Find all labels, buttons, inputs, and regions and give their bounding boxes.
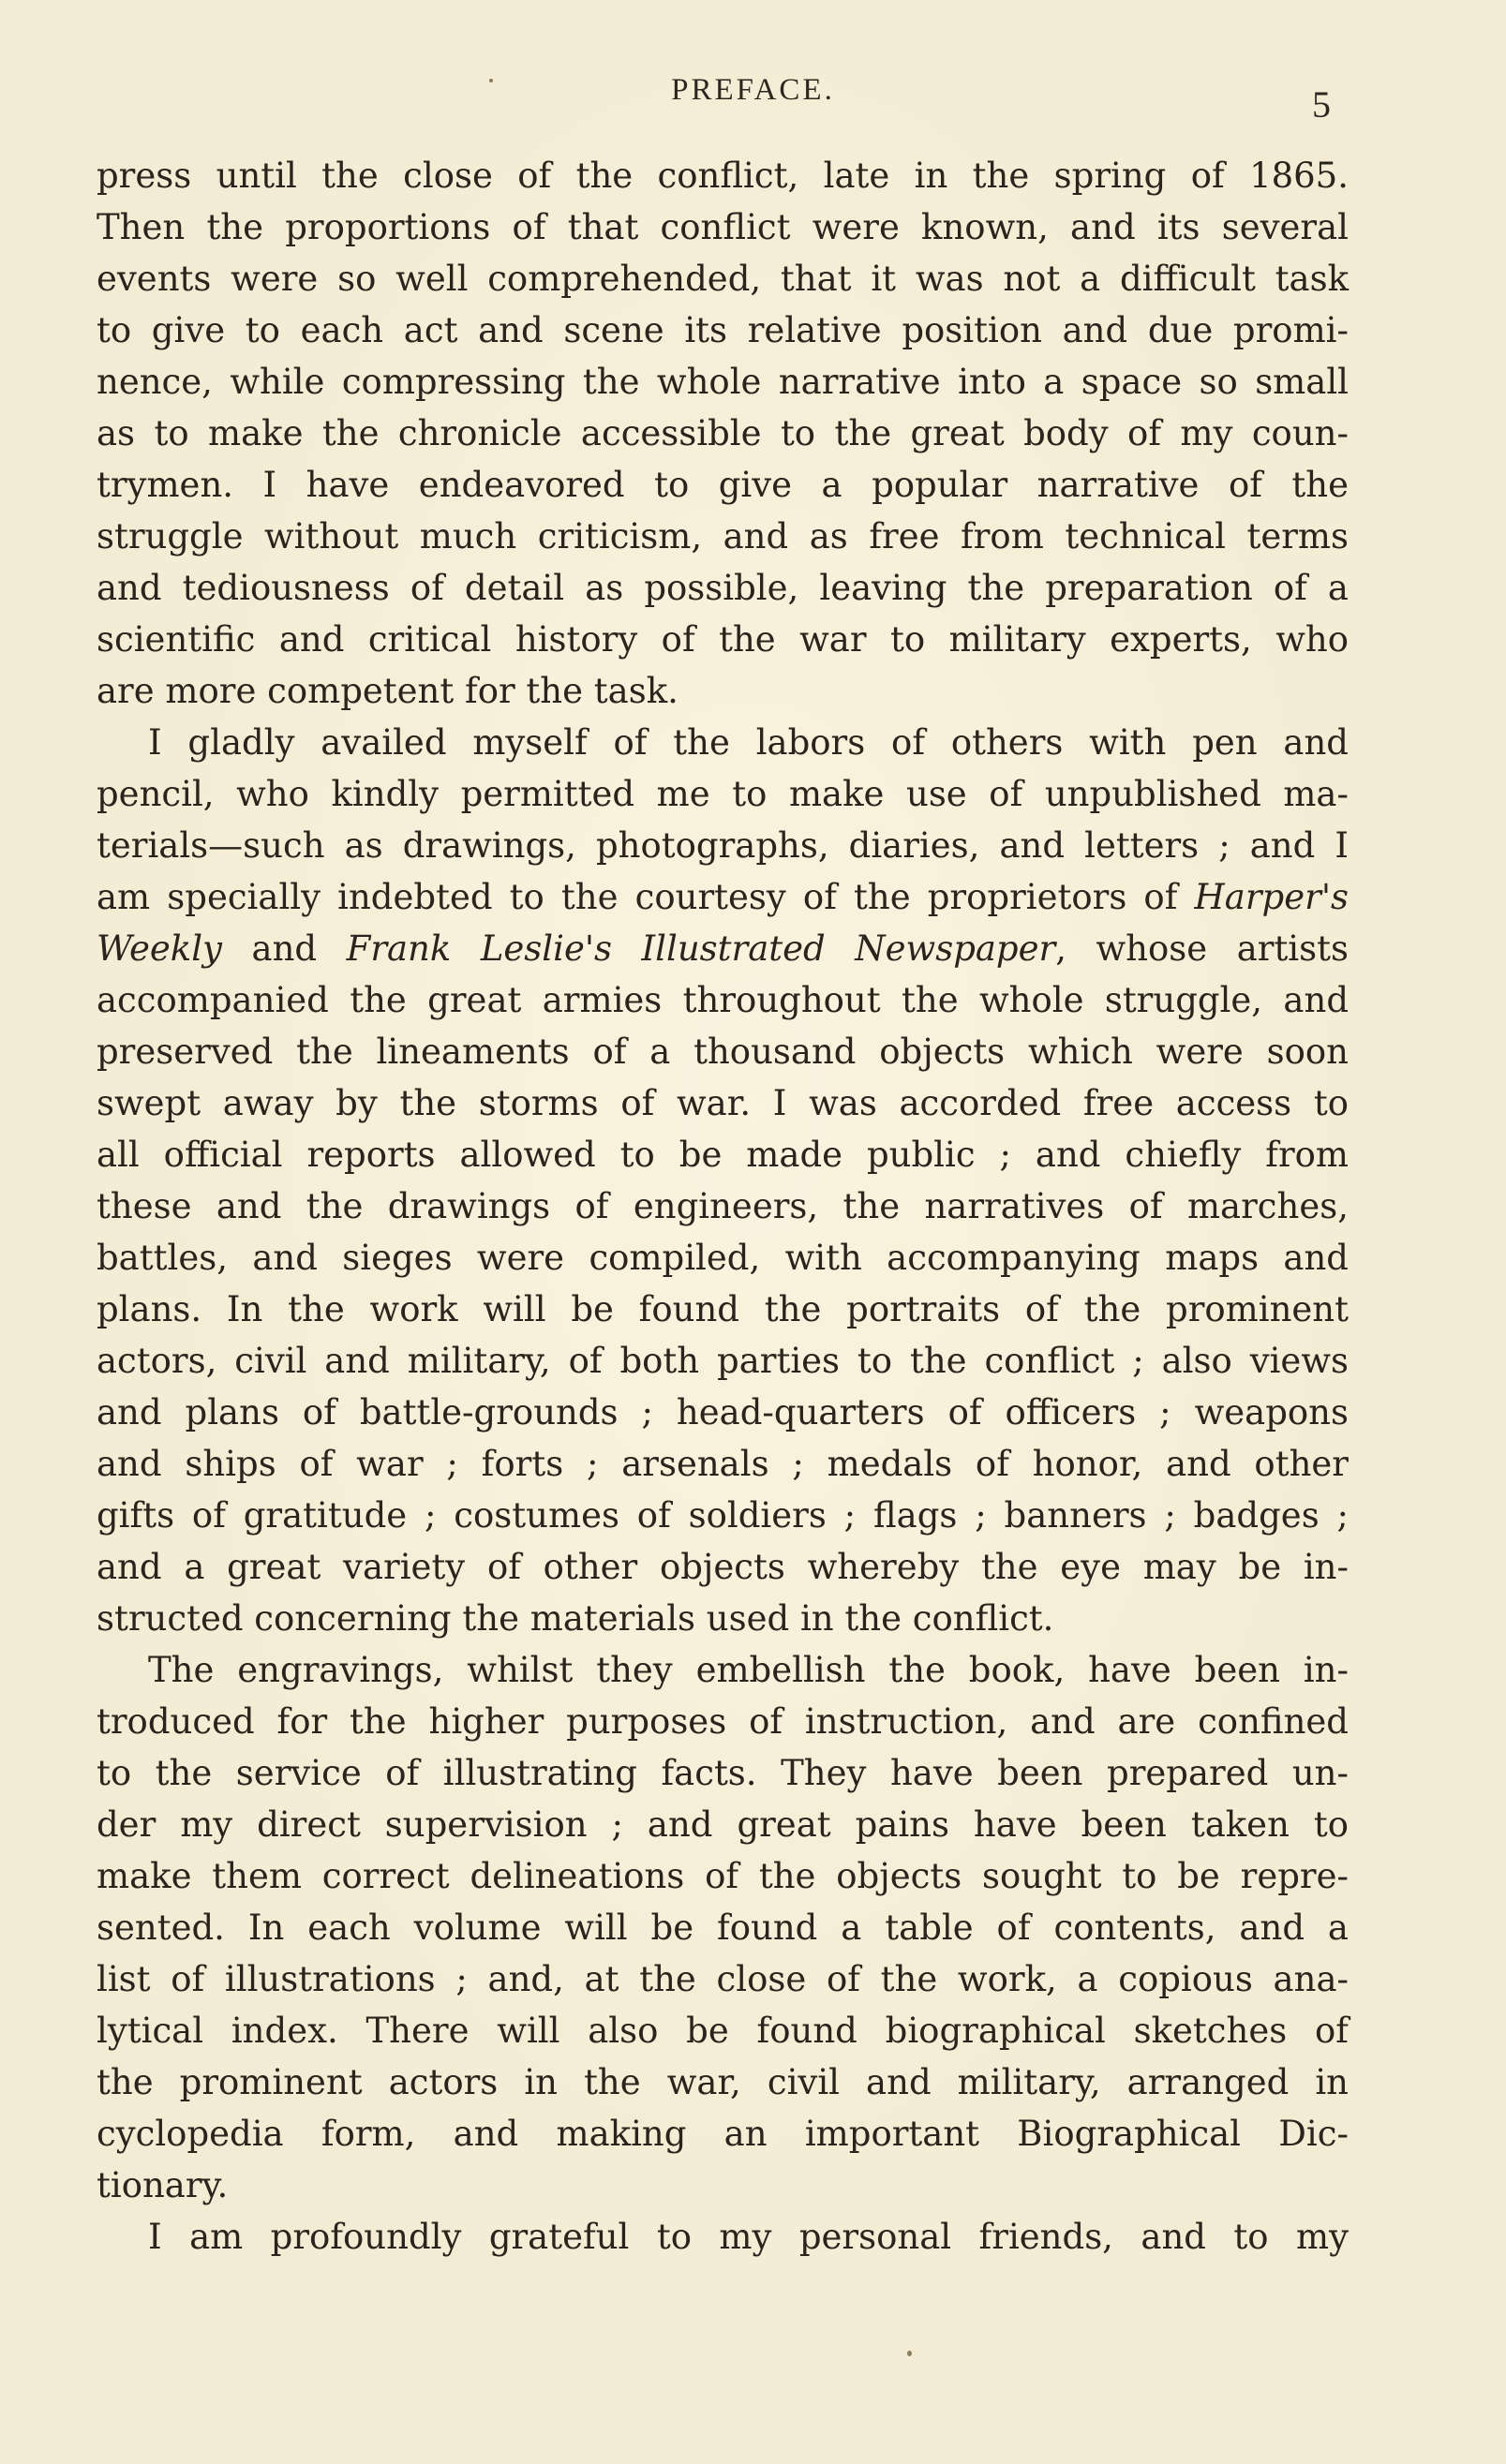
text-line: scientific and critical history of the war to military experts, who <box>97 619 1349 660</box>
text-line: gifts of gratitude ; costumes of soldiers ; flags ; banners ; badges ; <box>97 1495 1349 1536</box>
italic-title: Frank Leslie's Illustrated Newspaper <box>346 928 1056 969</box>
text-line: der my direct supervision ; and great pains have been taken to <box>97 1804 1349 1845</box>
text-line: events were so well comprehended, that it was not a difficult task <box>97 259 1349 299</box>
text-line: cyclopedia form, and making an important Biographical Dic- <box>97 2114 1349 2154</box>
text-line: are more competent for the task. <box>97 671 678 711</box>
text-line-with-italic <box>97 923 1349 974</box>
text-line: battles, and sieges were compiled, with accompanying maps and <box>97 1238 1349 1278</box>
text-line: make them correct delineations of the objects sought to be repre- <box>97 1856 1349 1896</box>
text-line: and plans of battle-grounds ; head-quarters of officers ; weapons <box>97 1392 1349 1432</box>
page-number: 5 <box>1312 83 1331 126</box>
running-title: PREFACE. <box>671 73 835 107</box>
text-line: trymen. I have endeavored to give a popular narrative of the <box>97 465 1349 505</box>
text-segment: am specially indebted to the courtesy of the proprietors of <box>97 877 1178 917</box>
text-line: to the service of illustrating facts. They have been prepared un- <box>97 1753 1349 1793</box>
text-line: struggle without much criticism, and as free from technical terms <box>97 516 1349 557</box>
text-line: to give to each act and scene its relative position and due promi- <box>97 310 1349 350</box>
italic-title: Weekly <box>97 928 222 969</box>
text-segment: , whose artists <box>1055 928 1349 969</box>
text-line: lytical index. There will also be found biographical sketches of <box>97 2011 1349 2051</box>
text-line: pencil, who kindly permitted me to make use of unpublished ma- <box>97 774 1349 814</box>
text-line: preserved the lineaments of a thousand objects which were soon <box>97 1032 1349 1072</box>
text-line: the prominent actors in the war, civil and military, arranged in <box>97 2062 1349 2102</box>
text-line: The engravings, whilst they embellish the book, have been in- <box>148 1650 1349 1690</box>
text-line: list of illustrations ; and, at the close of the work, a copious ana- <box>97 1959 1349 1999</box>
text-line: plans. In the work will be found the portraits of the prominent <box>97 1289 1349 1329</box>
text-line: press until the close of the conflict, late in the spring of 1865. <box>97 156 1349 196</box>
text-line: as to make the chronicle accessible to the great body of my coun- <box>97 413 1349 453</box>
text-line: troduced for the higher purposes of instruction, and are confined <box>97 1701 1349 1742</box>
text-line: Then the proportions of that conflict were known, and its several <box>97 207 1349 247</box>
text-line: these and the drawings of engineers, the narratives of marches, <box>97 1186 1349 1226</box>
text-line: structed concerning the materials used in the conflict. <box>97 1598 1054 1639</box>
text-line: and tediousness of detail as possible, leaving the preparation of a <box>97 568 1349 608</box>
paper-speck <box>489 79 493 82</box>
text-line: I gladly availed myself of the labors of others with pen and <box>148 722 1349 763</box>
italic-title: Harper's <box>1194 877 1349 917</box>
text-line: accompanied the great armies throughout the whole struggle, and <box>97 980 1349 1020</box>
text-segment: and <box>251 928 318 969</box>
text-line: nence, while compressing the whole narrative into a space so small <box>97 362 1349 402</box>
text-line: and ships of war ; forts ; arsenals ; medals of honor, and other <box>97 1444 1349 1484</box>
text-line: sented. In each volume will be found a table of contents, and a <box>97 1907 1349 1948</box>
text-line: swept away by the storms of war. I was accorded free access to <box>97 1083 1349 1123</box>
paper-speck <box>907 2351 912 2356</box>
preface-text <box>97 150 1349 2263</box>
text-line: all official reports allowed to be made public ; and chiefly from <box>97 1135 1349 1175</box>
text-line: I am profoundly grateful to my personal friends, and to my <box>148 2217 1349 2257</box>
text-line: terials—such as drawings, photographs, diaries, and letters ; and I <box>97 825 1349 866</box>
text-line: and a great variety of other objects whereby the eye may be in- <box>97 1547 1349 1587</box>
text-line: actors, civil and military, of both parties to the conflict ; also views <box>97 1341 1349 1381</box>
text-line-with-italic <box>97 871 1349 923</box>
text-line: tionary. <box>97 2165 229 2205</box>
